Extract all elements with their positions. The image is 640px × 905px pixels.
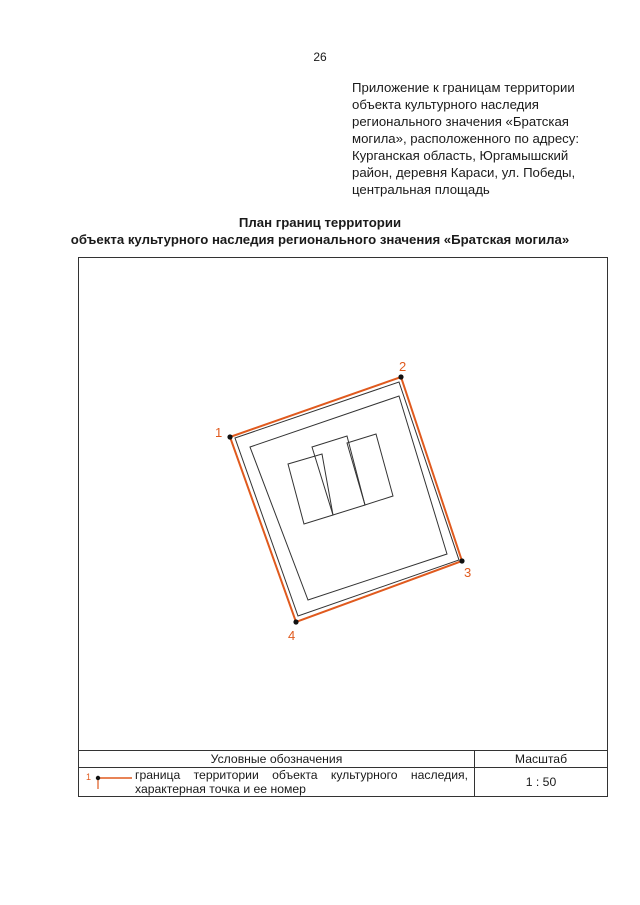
legend-symbol-label: 1: [86, 772, 92, 782]
legend-symbol: [79, 768, 136, 797]
appendix-line: центральная площадь: [352, 182, 490, 197]
plan-frame: [78, 257, 608, 751]
plan-drawing: [79, 258, 609, 752]
appendix-line: Приложение к границам территории: [352, 80, 575, 95]
plan-title-line1: План границ территории: [238, 215, 402, 230]
appendix-line: район, деревня Караси, ул. Победы,: [352, 165, 576, 180]
appendix-note: [352, 79, 612, 198]
stele-block-left: [288, 454, 333, 524]
point-label-3: 3: [464, 565, 472, 580]
boundary-point-1: [227, 434, 232, 439]
legend-table: [78, 750, 608, 797]
stele-block-center: [312, 436, 365, 515]
legend-header-symbols: Условные обозначения: [79, 751, 475, 768]
boundary-point-4: [293, 619, 298, 624]
legend-description: [135, 768, 475, 797]
legend-description-line1: граница территории объекта культурного наследия,: [135, 768, 468, 782]
boundary-point-3: [459, 558, 464, 563]
point-label-2: 2: [399, 359, 407, 374]
plan-title-line2: объекта культурного наследия регионального значения «Братская могила»: [70, 232, 570, 247]
appendix-line: регионального значения «Братская: [352, 114, 569, 129]
legend-scale-value: 1 : 50: [475, 768, 608, 797]
legend-header-scale: Масштаб: [475, 751, 608, 768]
appendix-line: Курганская область, Юргамышский: [352, 148, 569, 163]
point-label-4: 4: [288, 628, 296, 643]
boundary-point-2: [398, 374, 403, 379]
page-number: 26: [313, 50, 327, 64]
monument-outer-contour: [235, 382, 459, 616]
legend-description-line2: характерная точка и ее номер: [135, 782, 306, 796]
stele-block-right: [347, 434, 393, 505]
point-label-1: 1: [215, 425, 223, 440]
boundary-symbol-icon: [79, 768, 135, 796]
plan-title: [0, 214, 640, 248]
appendix-line: могила», расположенного по адресу:: [352, 131, 580, 146]
appendix-line: объекта культурного наследия: [352, 97, 539, 112]
